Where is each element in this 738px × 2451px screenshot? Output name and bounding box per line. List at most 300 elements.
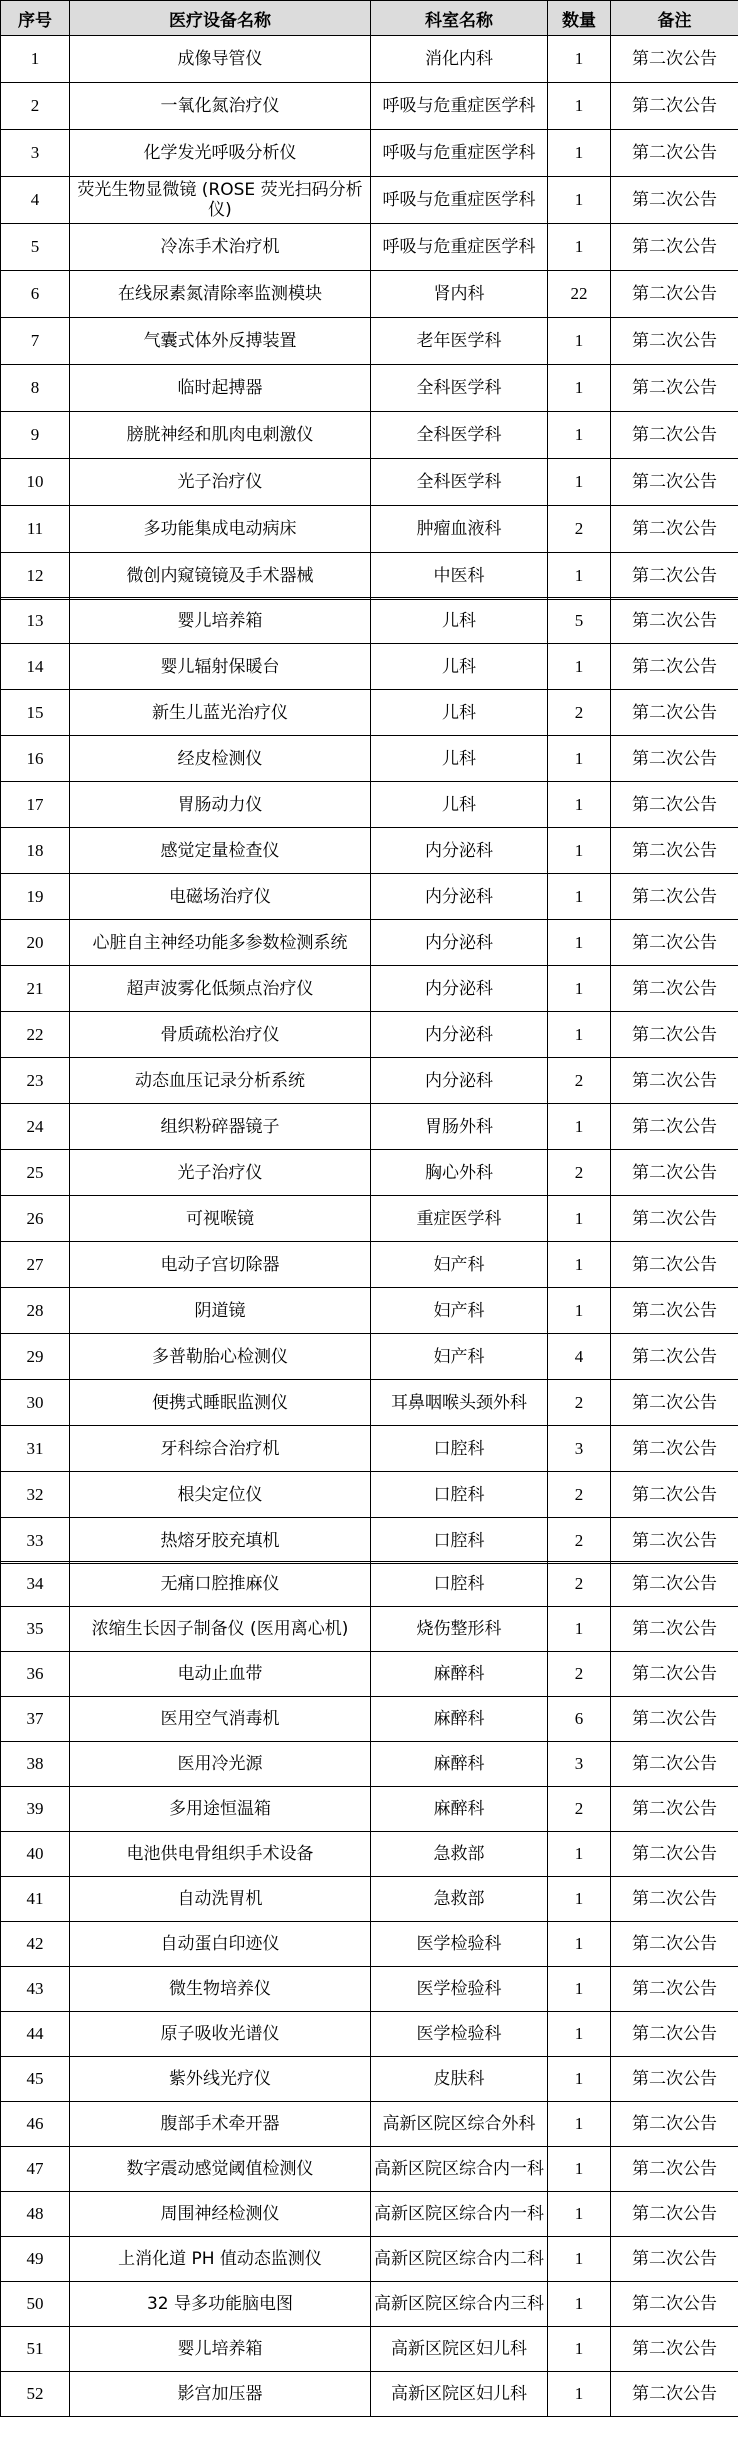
cell-quantity: 4: [548, 1334, 611, 1380]
cell-quantity: 1: [548, 1967, 611, 2012]
cell-no: 14: [1, 644, 70, 690]
table-row: [1, 1787, 738, 1832]
cell-quantity: 2: [548, 1380, 611, 1426]
cell-quantity: 3: [548, 1426, 611, 1472]
cell-note: 第二次公告: [611, 553, 738, 600]
cell-no: 19: [1, 874, 70, 920]
cell-note: 第二次公告: [611, 271, 738, 318]
cell-note: 第二次公告: [611, 1104, 738, 1150]
cell-quantity: 1: [548, 318, 611, 365]
cell-no: 20: [1, 920, 70, 966]
table-row: [1, 966, 738, 1012]
cell-equipment-name: 骨质疏松治疗仪: [70, 1012, 371, 1058]
cell-note: 第二次公告: [611, 1922, 738, 1967]
cell-equipment-name: 经皮检测仪: [70, 736, 371, 782]
equipment-table-block-2: [0, 597, 738, 1564]
cell-no: 13: [1, 598, 70, 644]
cell-no: 30: [1, 1380, 70, 1426]
cell-no: 8: [1, 365, 70, 412]
cell-note: 第二次公告: [611, 318, 738, 365]
cell-equipment-name: 动态血压记录分析系统: [70, 1058, 371, 1104]
cell-no: 44: [1, 2012, 70, 2057]
cell-department: 肿瘤血液科: [371, 506, 548, 553]
cell-department: 内分泌科: [371, 828, 548, 874]
cell-no: 23: [1, 1058, 70, 1104]
cell-note: 第二次公告: [611, 1787, 738, 1832]
cell-note: 第二次公告: [611, 224, 738, 271]
cell-equipment-name: 成像导管仪: [70, 36, 371, 83]
cell-equipment-name: 心脏自主神经功能多参数检测系统: [70, 920, 371, 966]
cell-equipment-name: 自动洗胃机: [70, 1877, 371, 1922]
table-row: [1, 318, 738, 365]
cell-department: 急救部: [371, 1832, 548, 1877]
cell-department: 烧伤整形科: [371, 1607, 548, 1652]
cell-no: 46: [1, 2102, 70, 2147]
cell-equipment-name: 无痛口腔推麻仪: [70, 1562, 371, 1607]
cell-no: 42: [1, 1922, 70, 1967]
cell-equipment-name: 胃肠动力仪: [70, 782, 371, 828]
cell-quantity: 1: [548, 2147, 611, 2192]
cell-equipment-name: 在线尿素氮清除率监测模块: [70, 271, 371, 318]
cell-department: 儿科: [371, 736, 548, 782]
cell-quantity: 1: [548, 1104, 611, 1150]
cell-quantity: 1: [548, 1196, 611, 1242]
cell-note: 第二次公告: [611, 1288, 738, 1334]
cell-department: 妇产科: [371, 1334, 548, 1380]
table-row: [1, 782, 738, 828]
page-break-gap: [0, 1546, 738, 1561]
cell-equipment-name: 浓缩生长因子制备仪 (医用离心机): [70, 1607, 371, 1652]
cell-note: 第二次公告: [611, 1472, 738, 1518]
cell-department: 消化内科: [371, 36, 548, 83]
cell-equipment-name: 婴儿培养箱: [70, 2327, 371, 2372]
cell-no: 43: [1, 1967, 70, 2012]
table-row: [1, 365, 738, 412]
cell-equipment-name: 医用空气消毒机: [70, 1697, 371, 1742]
cell-no: 41: [1, 1877, 70, 1922]
cell-equipment-name: 光子治疗仪: [70, 1150, 371, 1196]
cell-department: 妇产科: [371, 1288, 548, 1334]
cell-department: 老年医学科: [371, 318, 548, 365]
cell-department: 内分泌科: [371, 920, 548, 966]
cell-no: 50: [1, 2282, 70, 2327]
cell-note: 第二次公告: [611, 736, 738, 782]
cell-department: 呼吸与危重症医学科: [371, 177, 548, 224]
cell-note: 第二次公告: [611, 1196, 738, 1242]
cell-quantity: 1: [548, 1877, 611, 1922]
cell-department: 高新区院区综合内二科: [371, 2237, 548, 2282]
cell-note: 第二次公告: [611, 36, 738, 83]
cell-department: 中医科: [371, 553, 548, 600]
cell-department: 麻醉科: [371, 1742, 548, 1787]
table-row: [1, 1012, 738, 1058]
cell-no: 16: [1, 736, 70, 782]
cell-no: 22: [1, 1012, 70, 1058]
table-row: [1, 2147, 738, 2192]
cell-note: 第二次公告: [611, 2147, 738, 2192]
table-row: [1, 2057, 738, 2102]
cell-no: 37: [1, 1697, 70, 1742]
cell-equipment-name: 感觉定量检查仪: [70, 828, 371, 874]
table-row: [1, 224, 738, 271]
header-qty: 数量: [548, 1, 611, 36]
cell-equipment-name: 阴道镜: [70, 1288, 371, 1334]
cell-quantity: 1: [548, 459, 611, 506]
cell-no: 7: [1, 318, 70, 365]
cell-equipment-name: 数字震动感觉阈值检测仪: [70, 2147, 371, 2192]
table-row: [1, 1242, 738, 1288]
cell-equipment-name: 原子吸收光谱仪: [70, 2012, 371, 2057]
table-row: [1, 598, 738, 644]
cell-no: 11: [1, 506, 70, 553]
table-row: [1, 1150, 738, 1196]
cell-no: 40: [1, 1832, 70, 1877]
cell-department: 内分泌科: [371, 1058, 548, 1104]
cell-quantity: 1: [548, 1832, 611, 1877]
cell-equipment-name: 便携式睡眠监测仪: [70, 1380, 371, 1426]
table-row: [1, 2372, 738, 2417]
cell-quantity: 3: [548, 1742, 611, 1787]
cell-note: 第二次公告: [611, 598, 738, 644]
cell-note: 第二次公告: [611, 2282, 738, 2327]
cell-quantity: 2: [548, 1150, 611, 1196]
cell-quantity: 1: [548, 1607, 611, 1652]
cell-quantity: 1: [548, 2192, 611, 2237]
equipment-table-block-1: [0, 0, 738, 600]
cell-quantity: 2: [548, 1787, 611, 1832]
cell-equipment-name: 膀胱神经和肌肉电刺激仪: [70, 412, 371, 459]
cell-department: 高新区院区妇儿科: [371, 2327, 548, 2372]
cell-note: 第二次公告: [611, 365, 738, 412]
table-row: [1, 1196, 738, 1242]
table-row: [1, 2327, 738, 2372]
table-row: [1, 1832, 738, 1877]
cell-note: 第二次公告: [611, 1877, 738, 1922]
table-row: [1, 1058, 738, 1104]
cell-department: 耳鼻咽喉头颈外科: [371, 1380, 548, 1426]
cell-equipment-name: 荧光生物显微镜 (ROSE 荧光扫码分析仪): [70, 177, 371, 224]
cell-quantity: 1: [548, 83, 611, 130]
table-row: [1, 506, 738, 553]
cell-note: 第二次公告: [611, 1012, 738, 1058]
cell-department: 全科医学科: [371, 459, 548, 506]
cell-quantity: 2: [548, 1518, 611, 1564]
cell-quantity: 2: [548, 1562, 611, 1607]
cell-quantity: 1: [548, 2057, 611, 2102]
cell-note: 第二次公告: [611, 1562, 738, 1607]
cell-equipment-name: 影宫加压器: [70, 2372, 371, 2417]
cell-quantity: 6: [548, 1697, 611, 1742]
table-header-row: [1, 1, 738, 36]
table-row: [1, 2012, 738, 2057]
cell-department: 医学检验科: [371, 2012, 548, 2057]
cell-note: 第二次公告: [611, 2102, 738, 2147]
cell-equipment-name: 婴儿培养箱: [70, 598, 371, 644]
cell-equipment-name: 电磁场治疗仪: [70, 874, 371, 920]
cell-department: 内分泌科: [371, 874, 548, 920]
cell-no: 6: [1, 271, 70, 318]
cell-equipment-name: 根尖定位仪: [70, 1472, 371, 1518]
table-row: [1, 920, 738, 966]
cell-note: 第二次公告: [611, 690, 738, 736]
cell-quantity: 1: [548, 2237, 611, 2282]
cell-equipment-name: 腹部手术牵开器: [70, 2102, 371, 2147]
cell-department: 医学检验科: [371, 1967, 548, 2012]
cell-equipment-name: 自动蛋白印迹仪: [70, 1922, 371, 1967]
cell-no: 26: [1, 1196, 70, 1242]
cell-no: 27: [1, 1242, 70, 1288]
table-row: [1, 1877, 738, 1922]
cell-note: 第二次公告: [611, 177, 738, 224]
cell-quantity: 1: [548, 553, 611, 600]
table-row: [1, 1334, 738, 1380]
cell-department: 全科医学科: [371, 412, 548, 459]
cell-no: 3: [1, 130, 70, 177]
cell-equipment-name: 化学发光呼吸分析仪: [70, 130, 371, 177]
cell-equipment-name: 医用冷光源: [70, 1742, 371, 1787]
cell-note: 第二次公告: [611, 1242, 738, 1288]
cell-no: 21: [1, 966, 70, 1012]
cell-quantity: 1: [548, 36, 611, 83]
cell-no: 52: [1, 2372, 70, 2417]
table-row: [1, 1697, 738, 1742]
cell-department: 胸心外科: [371, 1150, 548, 1196]
cell-no: 25: [1, 1150, 70, 1196]
header-no: 序号: [1, 1, 70, 36]
cell-equipment-name: 电动止血带: [70, 1652, 371, 1697]
cell-quantity: 1: [548, 130, 611, 177]
cell-no: 1: [1, 36, 70, 83]
page-break-gap: [0, 582, 738, 597]
cell-quantity: 2: [548, 1058, 611, 1104]
cell-quantity: 1: [548, 2102, 611, 2147]
cell-department: 麻醉科: [371, 1787, 548, 1832]
cell-equipment-name: 热熔牙胶充填机: [70, 1518, 371, 1564]
cell-department: 全科医学科: [371, 365, 548, 412]
cell-no: 15: [1, 690, 70, 736]
cell-no: 33: [1, 1518, 70, 1564]
cell-note: 第二次公告: [611, 412, 738, 459]
cell-quantity: 1: [548, 1242, 611, 1288]
cell-no: 29: [1, 1334, 70, 1380]
cell-equipment-name: 周围神经检测仪: [70, 2192, 371, 2237]
cell-department: 口腔科: [371, 1562, 548, 1607]
table-row: [1, 1562, 738, 1607]
table-row: [1, 83, 738, 130]
header-dept: 科室名称: [371, 1, 548, 36]
table-row: [1, 1967, 738, 2012]
cell-no: 28: [1, 1288, 70, 1334]
cell-quantity: 22: [548, 271, 611, 318]
cell-note: 第二次公告: [611, 2192, 738, 2237]
cell-note: 第二次公告: [611, 1150, 738, 1196]
cell-department: 儿科: [371, 598, 548, 644]
cell-department: 口腔科: [371, 1472, 548, 1518]
cell-department: 儿科: [371, 690, 548, 736]
cell-note: 第二次公告: [611, 1334, 738, 1380]
table-row: [1, 130, 738, 177]
table-row: [1, 1104, 738, 1150]
cell-no: 10: [1, 459, 70, 506]
cell-equipment-name: 一氧化氮治疗仪: [70, 83, 371, 130]
cell-equipment-name: 电池供电骨组织手术设备: [70, 1832, 371, 1877]
equipment-table-block-3: [0, 1561, 738, 2417]
cell-equipment-name: 气囊式体外反搏装置: [70, 318, 371, 365]
cell-quantity: 1: [548, 874, 611, 920]
cell-note: 第二次公告: [611, 83, 738, 130]
cell-equipment-name: 临时起搏器: [70, 365, 371, 412]
cell-department: 高新区院区综合内三科: [371, 2282, 548, 2327]
cell-quantity: 1: [548, 365, 611, 412]
cell-no: 4: [1, 177, 70, 224]
cell-department: 高新区院区综合外科: [371, 2102, 548, 2147]
cell-no: 48: [1, 2192, 70, 2237]
cell-department: 高新区院区妇儿科: [371, 2372, 548, 2417]
table-row: [1, 644, 738, 690]
header-name: 医疗设备名称: [70, 1, 371, 36]
cell-no: 31: [1, 1426, 70, 1472]
cell-note: 第二次公告: [611, 2327, 738, 2372]
table-row: [1, 459, 738, 506]
cell-no: 9: [1, 412, 70, 459]
cell-note: 第二次公告: [611, 1426, 738, 1472]
cell-note: 第二次公告: [611, 920, 738, 966]
table-row: [1, 690, 738, 736]
cell-note: 第二次公告: [611, 1607, 738, 1652]
cell-quantity: 5: [548, 598, 611, 644]
header-note: 备注: [611, 1, 738, 36]
cell-department: 医学检验科: [371, 1922, 548, 1967]
cell-note: 第二次公告: [611, 644, 738, 690]
cell-no: 49: [1, 2237, 70, 2282]
cell-quantity: 1: [548, 1012, 611, 1058]
cell-equipment-name: 超声波雾化低频点治疗仪: [70, 966, 371, 1012]
cell-equipment-name: 上消化道 PH 值动态监测仪: [70, 2237, 371, 2282]
cell-quantity: 1: [548, 2282, 611, 2327]
cell-note: 第二次公告: [611, 459, 738, 506]
cell-department: 肾内科: [371, 271, 548, 318]
cell-equipment-name: 32 导多功能脑电图: [70, 2282, 371, 2327]
cell-equipment-name: 多功能集成电动病床: [70, 506, 371, 553]
cell-quantity: 1: [548, 966, 611, 1012]
table-row: [1, 1922, 738, 1967]
cell-equipment-name: 电动子宫切除器: [70, 1242, 371, 1288]
cell-no: 12: [1, 553, 70, 600]
table-row: [1, 736, 738, 782]
cell-note: 第二次公告: [611, 828, 738, 874]
table-row: [1, 412, 738, 459]
table-row: [1, 2282, 738, 2327]
cell-quantity: 1: [548, 412, 611, 459]
cell-equipment-name: 冷冻手术治疗机: [70, 224, 371, 271]
cell-quantity: 1: [548, 224, 611, 271]
cell-department: 口腔科: [371, 1518, 548, 1564]
cell-no: 51: [1, 2327, 70, 2372]
cell-quantity: 1: [548, 920, 611, 966]
table-row: [1, 1472, 738, 1518]
cell-note: 第二次公告: [611, 506, 738, 553]
table-row: [1, 1288, 738, 1334]
cell-department: 内分泌科: [371, 966, 548, 1012]
table-row: [1, 1607, 738, 1652]
cell-note: 第二次公告: [611, 1697, 738, 1742]
cell-note: 第二次公告: [611, 2237, 738, 2282]
table-row: [1, 1380, 738, 1426]
cell-note: 第二次公告: [611, 1518, 738, 1564]
cell-equipment-name: 微生物培养仪: [70, 1967, 371, 2012]
cell-note: 第二次公告: [611, 2057, 738, 2102]
cell-quantity: 1: [548, 2012, 611, 2057]
cell-department: 儿科: [371, 782, 548, 828]
table-row: [1, 36, 738, 83]
cell-department: 麻醉科: [371, 1697, 548, 1742]
cell-quantity: 1: [548, 828, 611, 874]
cell-department: 呼吸与危重症医学科: [371, 83, 548, 130]
table-row: [1, 2192, 738, 2237]
cell-equipment-name: 多用途恒温箱: [70, 1787, 371, 1832]
cell-equipment-name: 多普勒胎心检测仪: [70, 1334, 371, 1380]
cell-department: 呼吸与危重症医学科: [371, 130, 548, 177]
cell-department: 妇产科: [371, 1242, 548, 1288]
table-row: [1, 1742, 738, 1787]
cell-equipment-name: 新生儿蓝光治疗仪: [70, 690, 371, 736]
cell-note: 第二次公告: [611, 2012, 738, 2057]
cell-no: 34: [1, 1562, 70, 1607]
cell-quantity: 1: [548, 177, 611, 224]
table-row: [1, 2237, 738, 2282]
cell-equipment-name: 微创内窥镜镜及手术器械: [70, 553, 371, 600]
cell-quantity: 1: [548, 644, 611, 690]
cell-quantity: 1: [548, 2372, 611, 2417]
cell-no: 39: [1, 1787, 70, 1832]
cell-no: 36: [1, 1652, 70, 1697]
table-row: [1, 1426, 738, 1472]
cell-note: 第二次公告: [611, 1380, 738, 1426]
cell-quantity: 2: [548, 690, 611, 736]
table-row: [1, 2102, 738, 2147]
cell-department: 重症医学科: [371, 1196, 548, 1242]
cell-department: 高新区院区综合内一科: [371, 2192, 548, 2237]
cell-note: 第二次公告: [611, 1832, 738, 1877]
cell-no: 2: [1, 83, 70, 130]
cell-quantity: 2: [548, 1472, 611, 1518]
cell-quantity: 1: [548, 736, 611, 782]
cell-no: 24: [1, 1104, 70, 1150]
cell-equipment-name: 婴儿辐射保暖台: [70, 644, 371, 690]
cell-note: 第二次公告: [611, 874, 738, 920]
cell-note: 第二次公告: [611, 1652, 738, 1697]
cell-equipment-name: 紫外线光疗仪: [70, 2057, 371, 2102]
cell-quantity: 1: [548, 1922, 611, 1967]
table-row: [1, 828, 738, 874]
cell-department: 麻醉科: [371, 1652, 548, 1697]
cell-equipment-name: 组织粉碎器镜子: [70, 1104, 371, 1150]
cell-quantity: 1: [548, 1288, 611, 1334]
cell-quantity: 2: [548, 1652, 611, 1697]
cell-no: 18: [1, 828, 70, 874]
cell-equipment-name: 光子治疗仪: [70, 459, 371, 506]
cell-note: 第二次公告: [611, 782, 738, 828]
cell-note: 第二次公告: [611, 1967, 738, 2012]
cell-note: 第二次公告: [611, 1058, 738, 1104]
cell-equipment-name: 可视喉镜: [70, 1196, 371, 1242]
cell-no: 5: [1, 224, 70, 271]
cell-quantity: 1: [548, 782, 611, 828]
cell-note: 第二次公告: [611, 966, 738, 1012]
cell-note: 第二次公告: [611, 1742, 738, 1787]
cell-department: 内分泌科: [371, 1012, 548, 1058]
cell-note: 第二次公告: [611, 2372, 738, 2417]
